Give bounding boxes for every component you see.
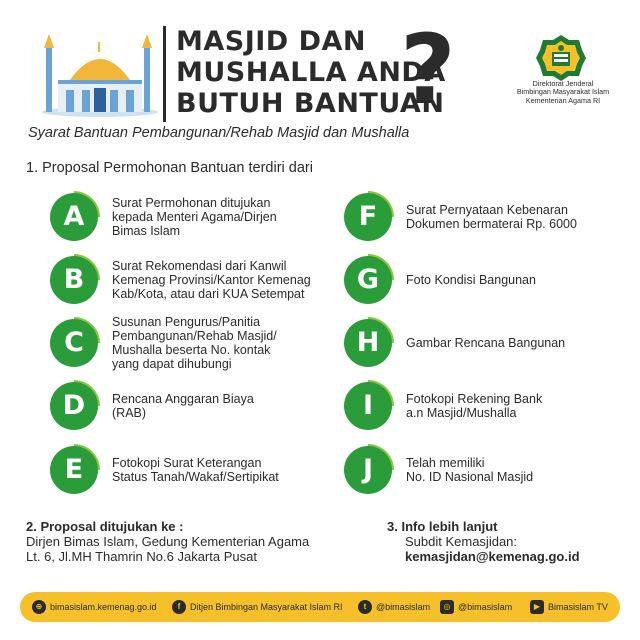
requirement-line: Susunan Pengurus/Panitia: [112, 314, 261, 329]
requirement-line: Gambar Rencana Bangunan: [406, 335, 566, 350]
letter-badge: [340, 442, 396, 498]
badge-letter: D: [62, 390, 86, 421]
header: [0, 0, 640, 126]
title-line: BUTUH BANTUAN: [176, 88, 445, 119]
letter-badge: [46, 315, 102, 371]
requirement-line: Surat Permohonan ditujukan: [112, 195, 271, 210]
letter-badge: [46, 378, 102, 434]
badge-letter: A: [63, 201, 85, 232]
requirement-line: Foto Kondisi Bangunan: [406, 272, 536, 287]
kemenag-logo: [535, 34, 587, 82]
badge-letter: C: [64, 327, 84, 358]
tv-icon: ▶: [530, 600, 544, 614]
requirement-text: [112, 456, 342, 484]
requirement-line: yang dapat dihubungi: [112, 357, 232, 372]
address-line: Dirjen Bimas Islam, Gedung Kementerian Agama: [26, 534, 310, 549]
instagram-icon: ◎: [440, 600, 454, 614]
twitter-icon: t: [358, 600, 372, 614]
section3-title: 3. Info lebih lanjut: [387, 519, 498, 534]
badge-letter: B: [63, 264, 85, 295]
requirement-line: Rencana Anggaran Biaya: [112, 391, 254, 406]
globe-icon: ⊕: [32, 600, 46, 614]
badge-letter: I: [362, 390, 374, 421]
section2: [26, 519, 309, 564]
footer-bar: [20, 592, 620, 622]
badge-letter: H: [356, 327, 380, 358]
section3: [387, 519, 580, 564]
requirement-text: [406, 392, 640, 420]
contact-label: Subdit Kemasjidan:: [405, 534, 518, 549]
requirement-text: [112, 392, 342, 420]
requirement-line: Fotokopi Rekening Bank: [406, 391, 543, 406]
title-line: MASJID DAN: [176, 26, 367, 57]
requirement-text: [112, 259, 342, 302]
badge-letter: J: [362, 454, 374, 485]
letter-badge: [46, 189, 102, 245]
mosque-illustration: [40, 28, 158, 118]
section1-title: 1. Proposal Permohonan Bantuan terdiri dari: [26, 160, 313, 176]
contact-email[interactable]: kemasjidan@kemenag.go.id: [405, 549, 580, 564]
requirement-line: Dokumen bermaterai Rp. 6000: [406, 217, 577, 231]
requirement-line: Bimas Islam: [112, 224, 181, 239]
requirement-text: [406, 456, 640, 484]
letter-badge: [46, 252, 102, 308]
letter-badge: [46, 442, 102, 498]
badge-letter: F: [358, 201, 378, 232]
requirement-line: No. ID Nasional Masjid: [406, 470, 534, 484]
subtitle: Syarat Bantuan Pembangunan/Rehab Masjid dan Mushalla: [28, 125, 410, 141]
requirement-line: Telah memiliki: [406, 455, 485, 470]
title-line: MUSHALLA ANDA: [176, 57, 446, 88]
section2-title: 2. Proposal ditujukan ke :: [26, 519, 184, 534]
requirement-line: Surat Rekomendasi dari Kanwil: [112, 258, 287, 273]
requirement-text: [406, 203, 640, 231]
requirement-text: [406, 336, 640, 350]
requirement-line: Kemenag Provinsi/Kantor Kemenag: [112, 272, 311, 287]
requirement-text: [406, 273, 640, 287]
badge-letter: E: [64, 454, 84, 485]
question-mark: ?: [400, 14, 456, 126]
requirement-line: (RAB): [112, 406, 147, 420]
organization-name: Direktorat Jenderal Bimbingan Masyarakat Islam Kementerian Agama RI: [516, 79, 610, 105]
requirement-line: Surat Pernyataan Kebenaran: [406, 202, 568, 217]
badge-letter: G: [356, 264, 380, 295]
requirement-line: Mushalla beserta No. kontak: [112, 343, 271, 358]
requirement-line: kepada Menteri Agama/Dirjen: [112, 209, 277, 224]
footer-facebook[interactable]: f Ditjen Bimbingan Masyarakat Islam RI: [172, 592, 343, 622]
letter-badge: [340, 252, 396, 308]
footer-website[interactable]: ⊕ bimasislam.kemenag.go.id: [32, 592, 157, 622]
footer-tv[interactable]: ▶ Bimasislam TV: [530, 592, 608, 622]
letter-badge: [340, 189, 396, 245]
letter-badge: [340, 378, 396, 434]
requirement-text: [112, 315, 342, 372]
footer-instagram[interactable]: ◎ @bimasislam: [440, 592, 512, 622]
requirement-line: Fotokopi Surat Keterangan: [112, 455, 262, 470]
letter-badge: [340, 315, 396, 371]
facebook-icon: f: [172, 600, 186, 614]
footer-twitter[interactable]: t @bimasislam: [358, 592, 430, 622]
requirement-line: Status Tanah/Wakaf/Sertipikat: [112, 470, 279, 484]
title-divider: [163, 26, 166, 122]
requirement-line: a.n Masjid/Mushalla: [406, 406, 517, 420]
address-line: Lt. 6, Jl.MH Thamrin No.6 Jakarta Pusat: [26, 549, 257, 564]
requirement-line: Kab/Kota, atau dari KUA Setempat: [112, 287, 305, 302]
requirement-text: [112, 196, 342, 239]
requirement-line: Pembangunan/Rehab Masjid/: [112, 328, 277, 343]
